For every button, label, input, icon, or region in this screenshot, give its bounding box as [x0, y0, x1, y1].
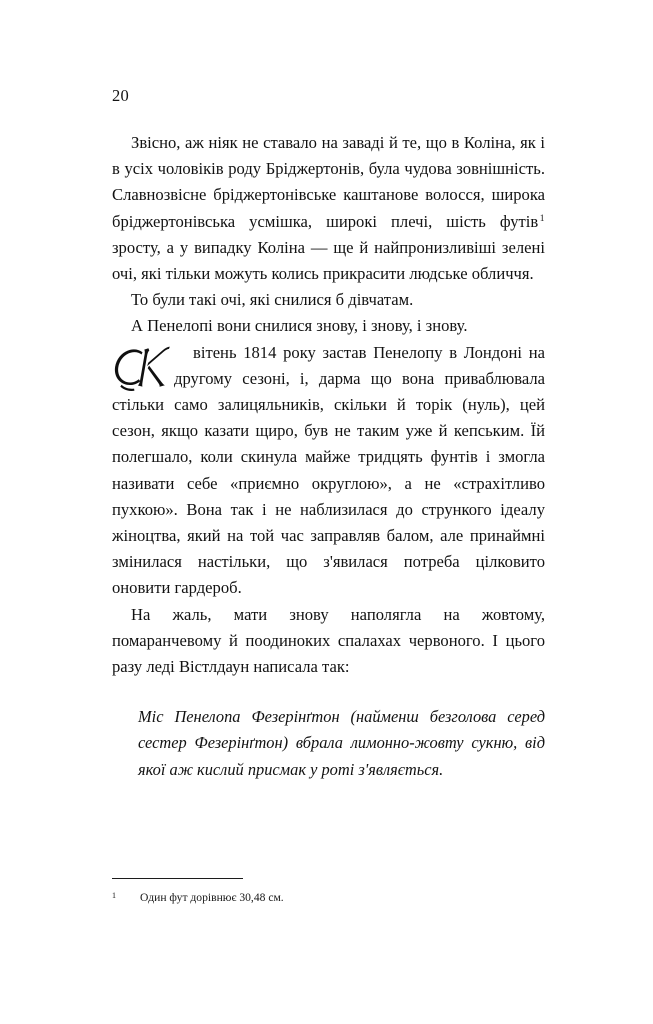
- text-block: [112, 130, 545, 783]
- drop-cap-initial-k-icon: [112, 342, 174, 394]
- footnote-1: [112, 890, 545, 905]
- paragraph-1-text-before-footnote: Звісно, аж ніяк не ставало на заваді й те, що в Коліна, як і в усіх чоловіків роду Бріджертонів, була чудова зовнішність. Славнозвісне бріджертонівське каштанове волосся, широка бріджертонівська усмішка, широкі плечі, шість футів: [112, 133, 545, 231]
- paragraph-1-text-after-footnote: зросту, а у випадку Коліна — ще й найпронизливіші зелені очі, які тільки можуть колись прикрасити людське обличчя.: [112, 237, 545, 284]
- paragraph-2: То були такі очі, які снилися б дівчатам.: [131, 290, 414, 310]
- footnote-text: Один фут дорівнює 30,48 см.: [140, 891, 284, 904]
- footnote-marker: 1: [112, 891, 116, 900]
- footnote-area: [112, 878, 545, 905]
- dropcap-paragraph: [112, 340, 545, 602]
- dropcap-paragraph-text: вітень 1814 року застав Пенелопу в Лондоні на другому сезоні, і, дарма що вона приваблювала стільки само залицяльників, скільки й торік (нуль), цей сезон, якщо казати щиро, був не таким уже й кепським. Їй полегшало, коли скинула майже тридцять фунтів і змогла називати себе «приємно округлою», а не «страхітливо пухкою». Вона так і не наблизилася до стрункого ідеалу жіноцтва, який на той час заправляв балом, але принаймні змінилася настільки, що з'явилася потреба цілковито оновити гардероб.: [112, 342, 545, 598]
- paragraph-3: А Пенелопі вони снилися знову, і знову, і знову.: [131, 316, 468, 336]
- page-number: 20: [112, 86, 129, 105]
- footnote-separator-rule: [112, 878, 243, 879]
- whistledown-excerpt: [112, 704, 545, 783]
- paragraph-5: На жаль, мати знову наполягла на жовтому, помаранчевому й поодиноких спалахах червоного. І цього разу леді Вістлдаун написала так:: [112, 604, 545, 677]
- footnote-reference-1[interactable]: 1: [539, 214, 545, 225]
- whistledown-excerpt-text: Міс Пенелопа Фезерінґтон (найменш безголова серед сестер Фезерінґтон) вбрала лимонно-жовту сукню, від якої аж кислий присмак у роті з'являється.: [138, 707, 545, 779]
- paragraph-1: [112, 130, 545, 287]
